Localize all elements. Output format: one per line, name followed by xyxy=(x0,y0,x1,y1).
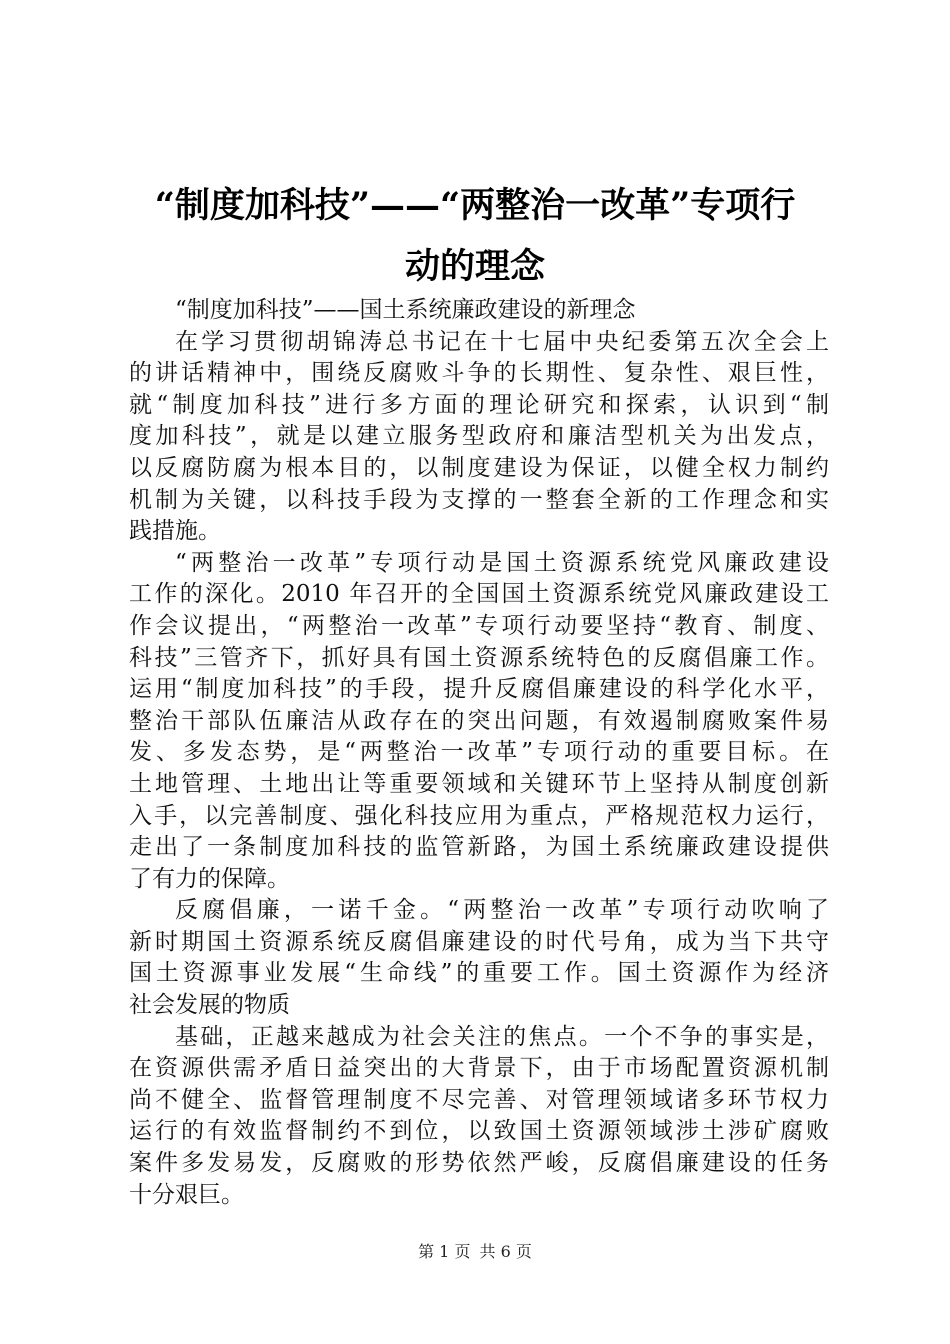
body-text-line: 在学习贯彻胡锦涛总书记在十七届中央纪委第五次全会上 xyxy=(175,328,829,355)
page-number: 第 1 页 xyxy=(418,1242,471,1261)
body-text-line: 践措施。 xyxy=(129,518,221,545)
document-body xyxy=(129,295,829,1211)
body-text-line: “制度加科技”——国土系统廉政建设的新理念 xyxy=(175,297,636,323)
body-text-line: 运行的有效监督制约不到位，以致国土资源领域涉土涉矿腐败 xyxy=(129,1118,829,1145)
document-title-line-1: “制度加科技”——“两整治一改革”专项行 xyxy=(154,185,796,226)
body-text-line: 运用“制度加科技”的手段，提升反腐倡廉建设的科学化水平， xyxy=(129,676,829,703)
body-text-line: 尚不健全、监督管理制度不尽完善、对管理领域诸多环节权力 xyxy=(129,1086,829,1113)
body-text-line: 新时期国土资源系统反腐倡廉建设的时代号角，成为当下共守 xyxy=(129,928,829,955)
body-text-line: 工作的深化。2010 年召开的全国国土资源系统党风廉政建设工 xyxy=(129,581,829,608)
body-text-line: 基础，正越来越成为社会关注的焦点。一个不争的事实是， xyxy=(175,1023,829,1050)
body-text-line: 反腐倡廉，一诺千金。“两整治一改革”专项行动吹响了 xyxy=(175,897,829,924)
body-text-line: 整治干部队伍廉洁从政存在的突出问题，有效遏制腐败案件易 xyxy=(129,707,829,734)
body-text-line: 社会发展的物质 xyxy=(129,992,290,1019)
body-text-line: 案件多发易发，反腐败的形势依然严峻，反腐倡廉建设的任务 xyxy=(129,1150,829,1177)
body-text-line: 土地管理、土地出让等重要领域和关键环节上坚持从制度创新 xyxy=(129,770,829,797)
body-text-line: 机制为关键，以科技手段为支撑的一整套全新的工作理念和实 xyxy=(129,486,829,513)
page-footer xyxy=(0,1242,950,1262)
body-text-line: 入手，以完善制度、强化科技应用为重点，严格规范权力运行， xyxy=(129,802,829,829)
body-text-line: 的讲话精神中，围绕反腐败斗争的长期性、复杂性、艰巨性， xyxy=(129,360,829,387)
body-text-line: 了有力的保障。 xyxy=(129,865,290,892)
body-text-line: 以反腐防腐为根本目的，以制度建设为保证，以健全权力制约 xyxy=(129,454,829,481)
body-text-line: 科技”三管齐下，抓好具有国土资源系统特色的反腐倡廉工作。 xyxy=(129,644,829,671)
document-title-line-2: 动的理念 xyxy=(404,246,545,287)
page-total: 共 6 页 xyxy=(479,1242,532,1261)
body-text-line: 度加科技”，就是以建立服务型政府和廉洁型机关为出发点， xyxy=(129,423,829,450)
body-text-line: 在资源供需矛盾日益突出的大背景下，由于市场配置资源机制 xyxy=(129,1055,829,1082)
body-text-line: 就“制度加科技”进行多方面的理论研究和探索，认识到“制 xyxy=(129,391,829,418)
body-text-line: 十分艰巨。 xyxy=(129,1181,244,1208)
body-text-line: “两整治一改革”专项行动是国土资源系统党风廉政建设 xyxy=(175,549,829,576)
body-text-line: 国土资源事业发展“生命线”的重要工作。国土资源作为经济 xyxy=(129,960,829,987)
body-text-line: 发、多发态势，是“两整治一改革”专项行动的重要目标。在 xyxy=(129,739,829,766)
body-text-line: 走出了一条制度加科技的监管新路，为国土系统廉政建设提供 xyxy=(129,834,829,861)
body-text-line: 作会议提出，“两整治一改革”专项行动要坚持“教育、制度、 xyxy=(129,612,829,639)
